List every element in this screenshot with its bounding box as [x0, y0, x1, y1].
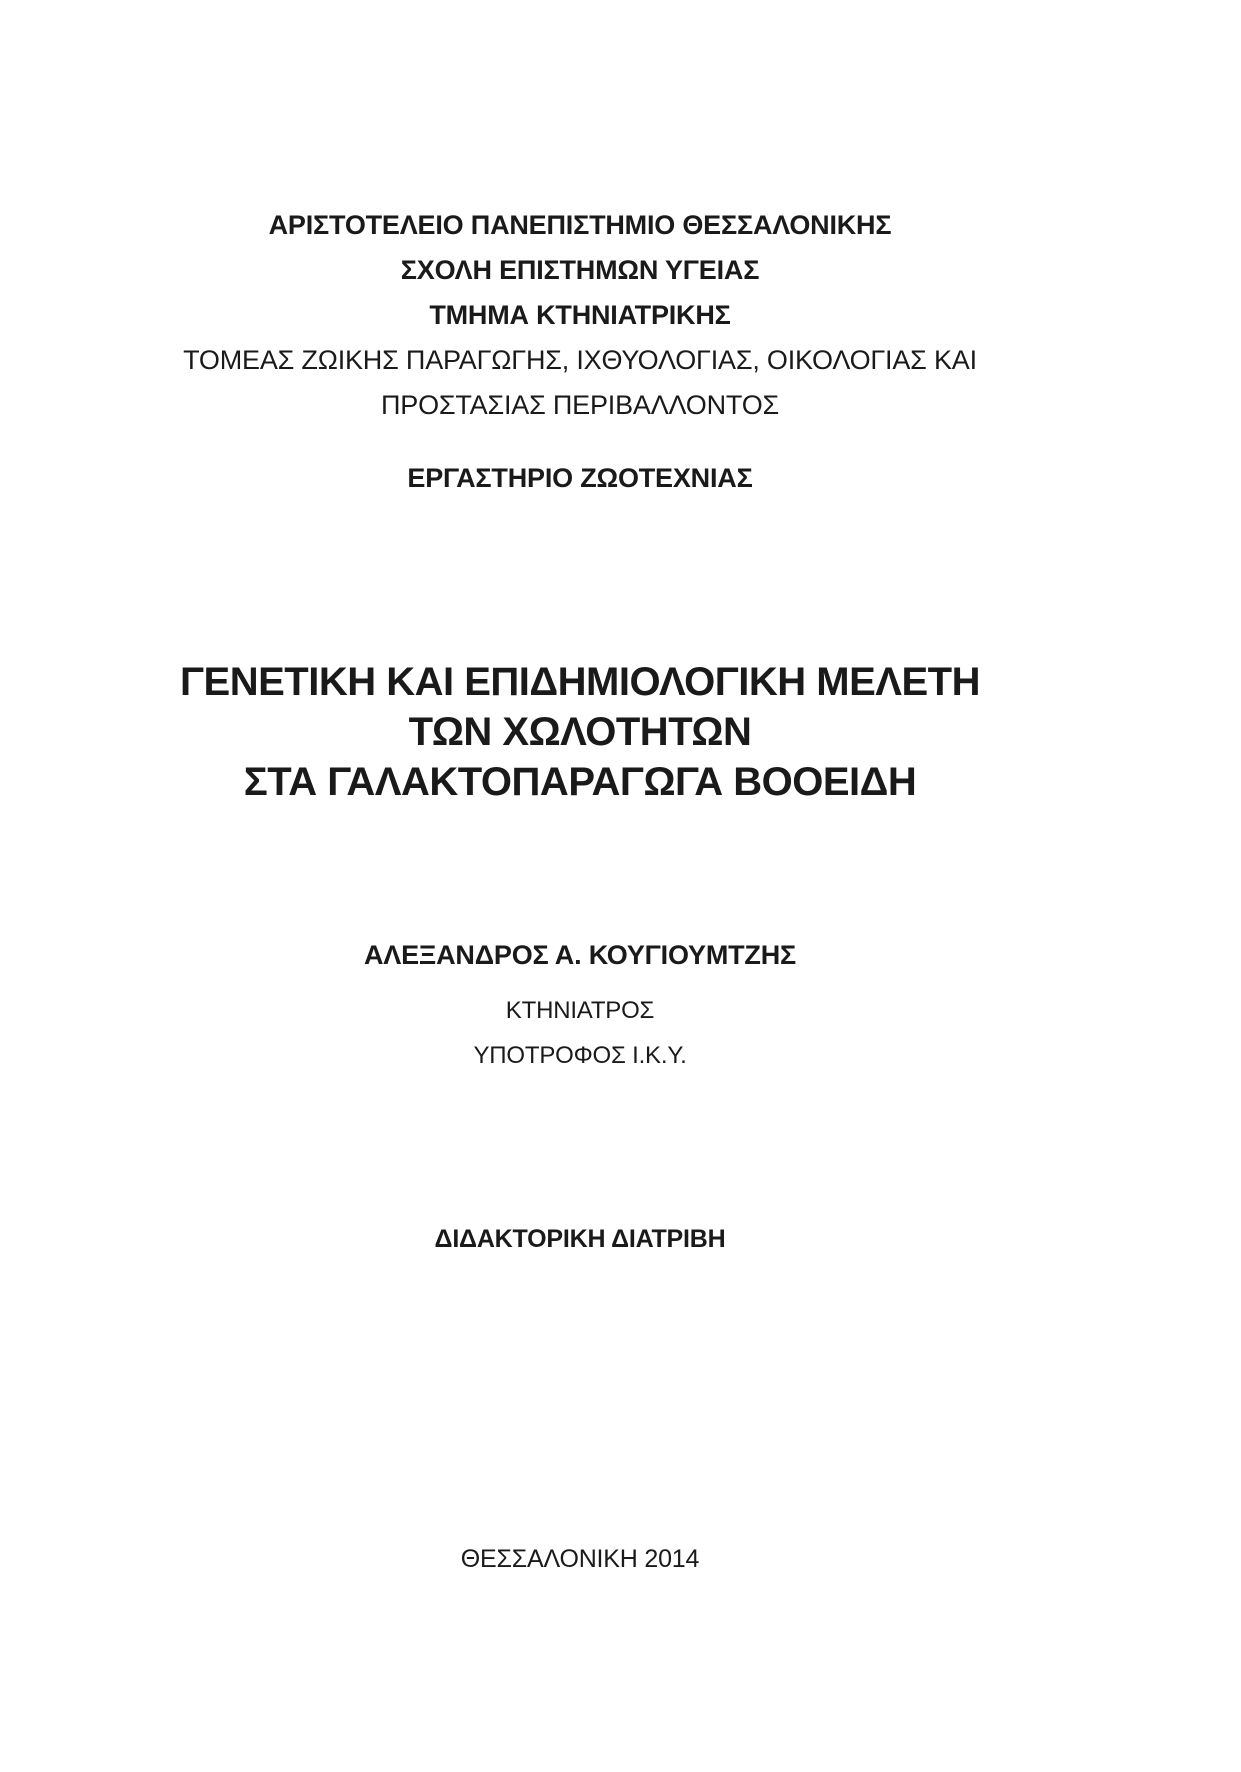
- thesis-title-line3: ΣΤΑ ΓΑΛΑΚΤΟΠΑΡΑΓΩΓΑ ΒΟΟΕΙΔΗ: [243, 760, 917, 804]
- laboratory-name: ΕΡΓΑΣΤΗΡΙΟ ΖΩΟΤΕΧΝΙΑΣ: [407, 463, 753, 493]
- university-name: ΑΡΙΣΤΟΤΕΛΕΙΟ ΠΑΝΕΠΙΣΤΗΜΙΟ ΘΕΣΣΑΛΟΝΙΚΗΣ: [268, 210, 892, 240]
- document-type: ΔΙΔΑΚΤΟΡΙΚΗ ΔΙΑΤΡΙΒΗ: [434, 1225, 726, 1253]
- school-name: ΣΧΟΛΗ ΕΠΙΣΤΗΜΩΝ ΥΓΕΙΑΣ: [400, 255, 760, 285]
- thesis-title-line2: ΤΩΝ ΧΩΛΟΤΗΤΩΝ: [408, 710, 752, 754]
- thesis-title-line1: ΓΕΝΕΤΙΚΗ ΚΑΙ ΕΠΙΔΗΜΙΟΛΟΓΙΚΗ ΜΕΛΕΤΗ: [180, 660, 980, 704]
- author-name: ΑΛΕΞΑΝΔΡΟΣ Α. ΚΟΥΓΙΟΥΜΤΖΗΣ: [364, 940, 796, 970]
- department-name: ΤΜΗΜΑ ΚΤΗΝΙΑΤΡΙΚΗΣ: [429, 300, 731, 330]
- division-name-line1: ΤΟΜΕΑΣ ΖΩΙΚΗΣ ΠΑΡΑΓΩΓΗΣ, ΙΧΘΥΟΛΟΓΙΑΣ, ΟΙΚΟΛΟΓΙΑΣ ΚΑΙ: [183, 345, 977, 375]
- author-profession: ΚΤΗΝΙΑΤΡΟΣ: [505, 997, 655, 1024]
- place-and-year: ΘΕΣΣΑΛΟΝΙΚΗ 2014: [460, 1545, 700, 1573]
- author-scholarship: ΥΠΟΤΡΟΦΟΣ Ι.Κ.Υ.: [473, 1042, 687, 1069]
- division-name-line2: ΠΡΟΣΤΑΣΙΑΣ ΠΕΡΙΒΑΛΛΟΝΤΟΣ: [380, 390, 780, 420]
